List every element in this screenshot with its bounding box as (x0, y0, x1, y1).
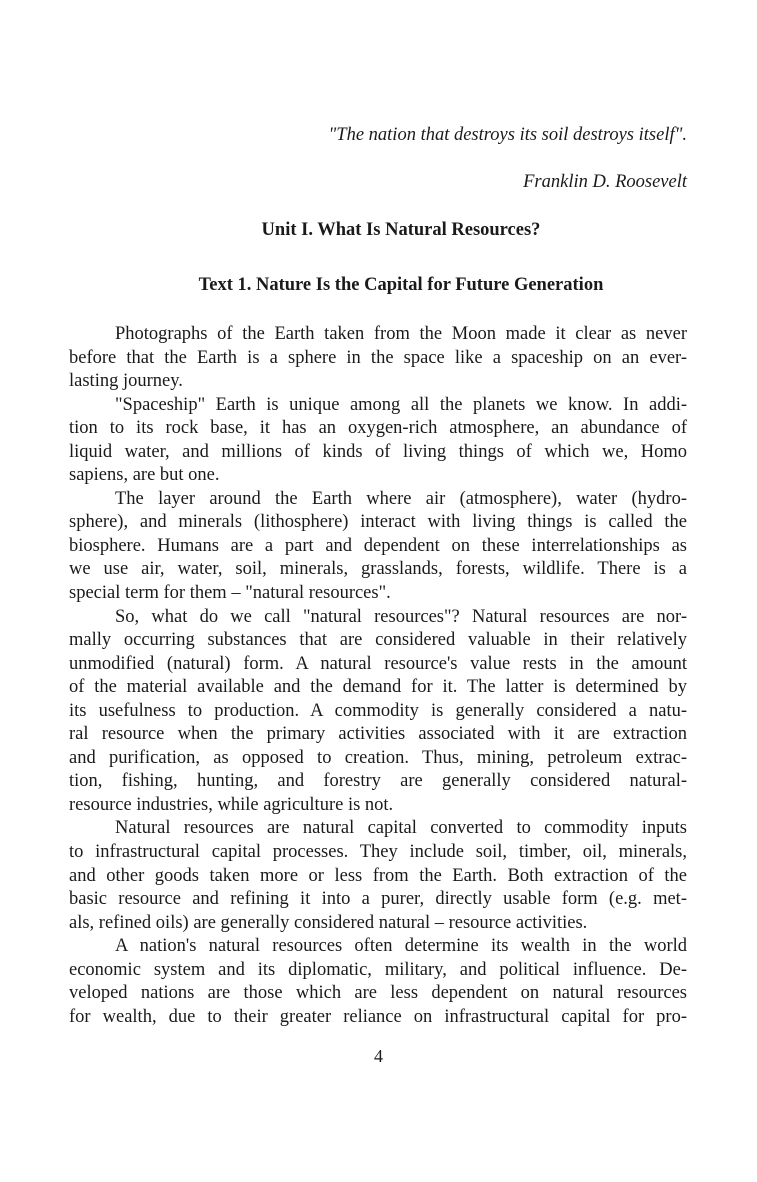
epigraph-author: Franklin D. Roosevelt (523, 172, 687, 192)
text-line: biosphere. Humans are a part and dependent on these interrelationships as (69, 535, 687, 556)
text-line: sapiens, are but one. (69, 465, 220, 486)
text-line: resource industries, while agriculture is not. (69, 794, 394, 815)
text-line: Photographs of the Earth taken from the Moon made it clear as never (115, 324, 687, 344)
text-line: unmodified (natural) form. A natural resource's value rests in the amount (69, 653, 687, 674)
text-title: Text 1. Nature Is the Capital for Future Generation (198, 275, 604, 295)
text-line: basic resource and refining it into a purer, directly usable form (e.g. met- (69, 889, 687, 910)
text-line: its usefulness to production. A commodity is generally considered a natu- (69, 700, 687, 721)
text-line: liquid water, and millions of kinds of living things of which we, Homo (69, 441, 687, 462)
text-line: tion, fishing, hunting, and forestry are generally considered natural- (69, 771, 687, 792)
text-line: before that the Earth is a sphere in the space like a spaceship on an ever- (69, 347, 687, 368)
text-line: als, refined oils) are generally considered natural – resource activities. (69, 912, 588, 933)
text-line: Natural resources are natural capital converted to commodity inputs (115, 818, 687, 839)
text-line: ral resource when the primary activities associated with it are extraction (69, 724, 687, 745)
text-line: veloped nations are those which are less dependent on natural resources (69, 983, 687, 1004)
paragraph (69, 394, 687, 488)
text-line: special term for them – "natural resources". (69, 583, 391, 604)
text-line: "Spaceship" Earth is unique among all the planets we know. In addi- (115, 394, 687, 415)
text-line: A nation's natural resources often determine its wealth in the world (115, 936, 687, 957)
text-line: to infrastructural capital processes. They include soil, timber, oil, minerals, (69, 842, 687, 863)
text-line: for wealth, due to their greater reliance on infrastructural capital for pro- (69, 1006, 687, 1027)
text-line: we use air, water, soil, minerals, grasslands, forests, wildlife. There is a (69, 559, 687, 580)
text-line: tion to its rock base, it has an oxygen-rich atmosphere, an abundance of (69, 418, 687, 439)
text-line: mally occurring substances that are considered valuable in their relatively (69, 630, 687, 651)
paragraph (69, 606, 687, 818)
paragraph (69, 817, 687, 935)
text-line: of the material available and the demand for it. The latter is determined by (69, 677, 687, 698)
paragraph (69, 935, 687, 1029)
text-line: and other goods taken more or less from the Earth. Both extraction of the (69, 865, 687, 886)
paragraph (69, 323, 687, 394)
epigraph-quote: "The nation that destroys its soil destroys itself". (328, 125, 687, 145)
paragraph (69, 488, 687, 606)
text-line: economic system and its diplomatic, military, and political influence. De- (69, 959, 687, 980)
text-line: So, what do we call "natural resources"? Natural resources are nor- (115, 606, 687, 627)
text-line: sphere), and minerals (lithosphere) interact with living things is called the (69, 512, 687, 533)
text-line: The layer around the Earth where air (atmosphere), water (hydro- (115, 488, 687, 509)
unit-title: Unit I. What Is Natural Resources? (261, 220, 541, 240)
page-number: 4 (374, 1046, 383, 1066)
text-line: lasting journey. (69, 371, 183, 392)
text-line: and purification, as opposed to creation. Thus, mining, petroleum extrac- (69, 747, 687, 768)
body-text (69, 323, 687, 1029)
